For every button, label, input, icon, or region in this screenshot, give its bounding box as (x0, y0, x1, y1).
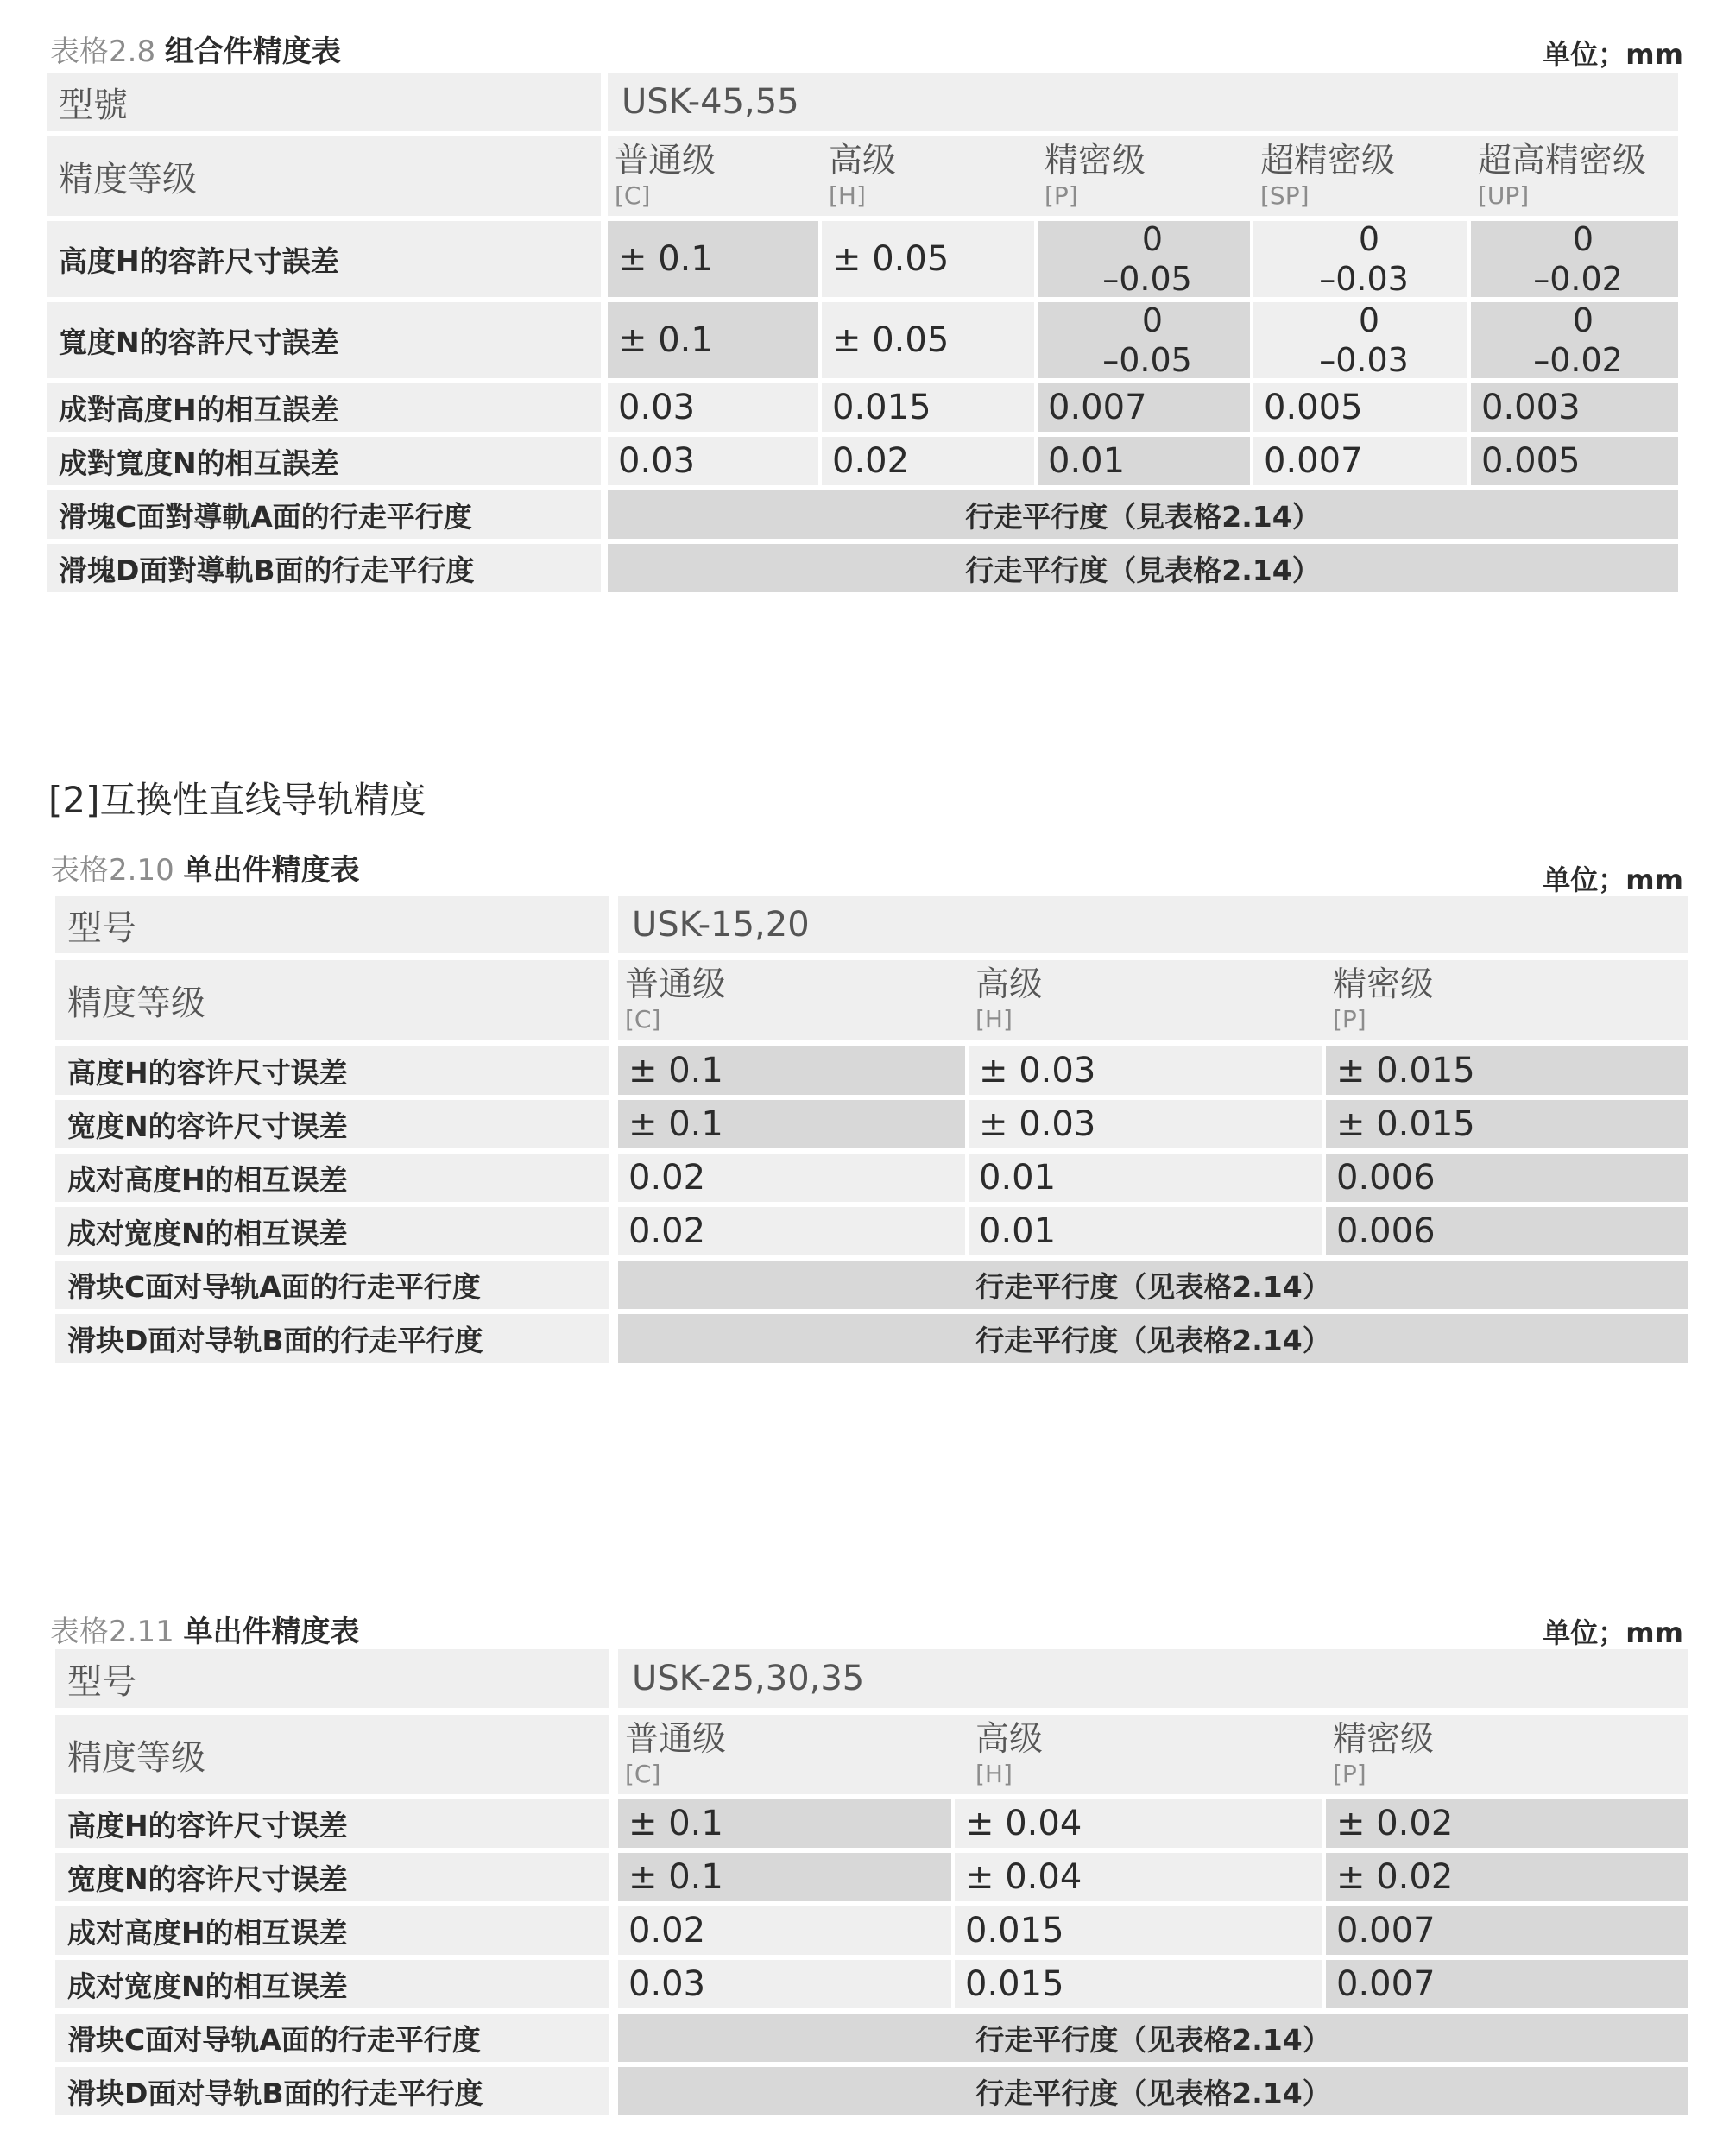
value-cell: 0.01 (969, 1154, 1322, 1202)
range-lower: –0.02 (1533, 260, 1623, 297)
value-cell: ± 0.1 (618, 1046, 965, 1095)
value-cell: 0.006 (1326, 1154, 1688, 1202)
grade-name: 普通级 (625, 964, 727, 1004)
row-label: 滑块C面对导轨A面的行走平行度 (55, 1261, 609, 1309)
grade-name: 精密级 (1045, 141, 1146, 180)
grade-header (618, 960, 969, 1040)
range-lower: –0.02 (1533, 341, 1623, 378)
range-upper: 0 (1141, 221, 1164, 258)
grade-name: 精密级 (1333, 964, 1435, 1004)
value-cell: ± 0.02 (1326, 1853, 1688, 1901)
value-cell: 0.02 (618, 1154, 965, 1202)
grade-name: 超高精密级 (1478, 141, 1647, 180)
value-cell-range (1038, 221, 1250, 297)
model-value: USK-45,55 (608, 73, 1678, 131)
row-label: 成對寬度N的相互誤差 (47, 437, 601, 485)
span-value: 行走平行度（見表格2.14） (608, 544, 1678, 592)
model-value: USK-15,20 (618, 896, 1688, 953)
model-label: 型号 (55, 1649, 609, 1708)
value-cell-range (1471, 221, 1678, 297)
row-label: 宽度N的容许尺寸误差 (55, 1853, 609, 1901)
grade-code: [C] (625, 1004, 661, 1034)
grade-code: [P] (1333, 1759, 1366, 1788)
table-number: 表格2.10 (50, 853, 174, 888)
grade-name: 精密级 (1333, 1719, 1435, 1759)
table-number: 表格2.8 (50, 35, 156, 69)
value-cell: 0.007 (1038, 383, 1250, 432)
span-value: 行走平行度（見表格2.14） (608, 490, 1678, 539)
grade-code: [C] (625, 1759, 661, 1788)
grade-code: [SP] (1260, 180, 1310, 210)
unit-label: 单位；mm (1543, 38, 1683, 71)
value-cell: 0.005 (1471, 437, 1678, 485)
grade-label: 精度等级 (55, 960, 609, 1040)
value-cell: ± 0.02 (1326, 1799, 1688, 1848)
value-cell: 0.003 (1471, 383, 1678, 432)
value-cell: ± 0.05 (822, 221, 1034, 297)
grade-name: 超精密级 (1260, 141, 1396, 180)
range-upper: 0 (1358, 221, 1380, 258)
row-label: 成对高度H的相互误差 (55, 1154, 609, 1202)
range-upper: 0 (1572, 302, 1594, 339)
grade-name: 普通级 (625, 1719, 727, 1759)
value-cell: 0.007 (1326, 1906, 1688, 1955)
grade-header (608, 136, 822, 216)
range-lower: –0.03 (1319, 341, 1409, 378)
value-cell: ± 0.04 (955, 1799, 1322, 1848)
value-cell: ± 0.1 (618, 1799, 951, 1848)
row-label: 宽度N的容许尺寸误差 (55, 1100, 609, 1148)
table-caption (50, 28, 341, 70)
row-label: 高度H的容許尺寸誤差 (47, 221, 601, 297)
value-cell: ± 0.05 (822, 302, 1034, 378)
value-cell: ± 0.1 (608, 221, 818, 297)
grade-code: [H] (829, 180, 866, 210)
row-label: 成對高度H的相互誤差 (47, 383, 601, 432)
range-upper: 0 (1358, 302, 1380, 339)
grade-code: [H] (975, 1759, 1013, 1788)
value-cell: 0.03 (618, 1960, 951, 2008)
value-cell: ± 0.1 (618, 1853, 951, 1901)
value-cell: ± 0.015 (1326, 1100, 1688, 1148)
row-label: 成对高度H的相互误差 (55, 1906, 609, 1955)
model-label: 型号 (55, 896, 609, 953)
grade-name: 高级 (829, 141, 897, 180)
table-title: 单出件精度表 (183, 853, 360, 888)
row-label: 寬度N的容許尺寸誤差 (47, 302, 601, 378)
row-label: 滑塊C面對導軌A面的行走平行度 (47, 490, 601, 539)
grade-header (1326, 1715, 1688, 1794)
value-cell: 0.03 (608, 437, 818, 485)
range-upper: 0 (1572, 221, 1594, 258)
row-label: 成对宽度N的相互误差 (55, 1207, 609, 1255)
grade-header (1326, 960, 1688, 1040)
row-label: 成对宽度N的相互误差 (55, 1960, 609, 2008)
value-cell-range (1038, 302, 1250, 378)
value-cell-range (1471, 302, 1678, 378)
grade-name: 普通级 (615, 141, 716, 180)
value-cell: ± 0.015 (1326, 1046, 1688, 1095)
unit-label: 单位；mm (1543, 1616, 1683, 1649)
table-caption (50, 846, 360, 888)
grade-header (1038, 136, 1253, 216)
value-cell: 0.006 (1326, 1207, 1688, 1255)
value-cell: ± 0.1 (618, 1100, 965, 1148)
span-value: 行走平行度（见表格2.14） (618, 2067, 1688, 2115)
value-cell: 0.015 (955, 1960, 1322, 2008)
grade-header (1253, 136, 1471, 216)
grade-name: 高级 (975, 1719, 1044, 1759)
value-cell: 0.02 (618, 1906, 951, 1955)
unit-label: 单位；mm (1543, 863, 1683, 896)
table-title: 单出件精度表 (183, 1615, 360, 1649)
row-label: 高度H的容许尺寸误差 (55, 1046, 609, 1095)
grade-header (969, 1715, 1326, 1794)
value-cell: 0.01 (969, 1207, 1322, 1255)
table-title: 组合件精度表 (164, 35, 341, 69)
value-cell: 0.02 (618, 1207, 965, 1255)
grade-code: [P] (1333, 1004, 1366, 1034)
value-cell: 0.007 (1253, 437, 1467, 485)
row-label: 滑块C面对导轨A面的行走平行度 (55, 2014, 609, 2062)
value-cell: ± 0.03 (969, 1100, 1322, 1148)
grade-code: [UP] (1478, 180, 1530, 210)
grade-header (1471, 136, 1678, 216)
span-value: 行走平行度（见表格2.14） (618, 1261, 1688, 1309)
span-value: 行走平行度（见表格2.14） (618, 1314, 1688, 1363)
table-caption (50, 1608, 360, 1650)
grade-name: 高级 (975, 964, 1044, 1004)
value-cell: ± 0.04 (955, 1853, 1322, 1901)
grade-header (618, 1715, 969, 1794)
range-lower: –0.05 (1102, 341, 1192, 378)
value-cell: 0.005 (1253, 383, 1467, 432)
value-cell: ± 0.03 (969, 1046, 1322, 1095)
value-cell-range (1253, 302, 1467, 378)
grade-code: [H] (975, 1004, 1013, 1034)
grade-label: 精度等级 (55, 1715, 609, 1794)
value-cell: 0.007 (1326, 1960, 1688, 2008)
value-cell-range (1253, 221, 1467, 297)
value-cell: 0.015 (822, 383, 1034, 432)
value-cell: ± 0.1 (608, 302, 818, 378)
grade-header (822, 136, 1038, 216)
grade-code: [C] (615, 180, 651, 210)
grade-header (969, 960, 1326, 1040)
row-label: 滑塊D面對導軌B面的行走平行度 (47, 544, 601, 592)
range-lower: –0.03 (1319, 260, 1409, 297)
range-lower: –0.05 (1102, 260, 1192, 297)
row-label: 高度H的容许尺寸误差 (55, 1799, 609, 1848)
value-cell: 0.01 (1038, 437, 1250, 485)
range-upper: 0 (1141, 302, 1164, 339)
table-number: 表格2.11 (50, 1615, 174, 1649)
model-value: USK-25,30,35 (618, 1649, 1688, 1708)
value-cell: 0.02 (822, 437, 1034, 485)
span-value: 行走平行度（见表格2.14） (618, 2014, 1688, 2062)
row-label: 滑块D面对导轨B面的行走平行度 (55, 2067, 609, 2115)
value-cell: 0.03 (608, 383, 818, 432)
section-heading: [2]互換性直线导轨精度 (48, 779, 426, 821)
grade-code: [P] (1045, 180, 1078, 210)
value-cell: 0.015 (955, 1906, 1322, 1955)
model-label: 型號 (47, 73, 601, 131)
row-label: 滑块D面对导轨B面的行走平行度 (55, 1314, 609, 1363)
grade-label: 精度等级 (47, 136, 601, 216)
